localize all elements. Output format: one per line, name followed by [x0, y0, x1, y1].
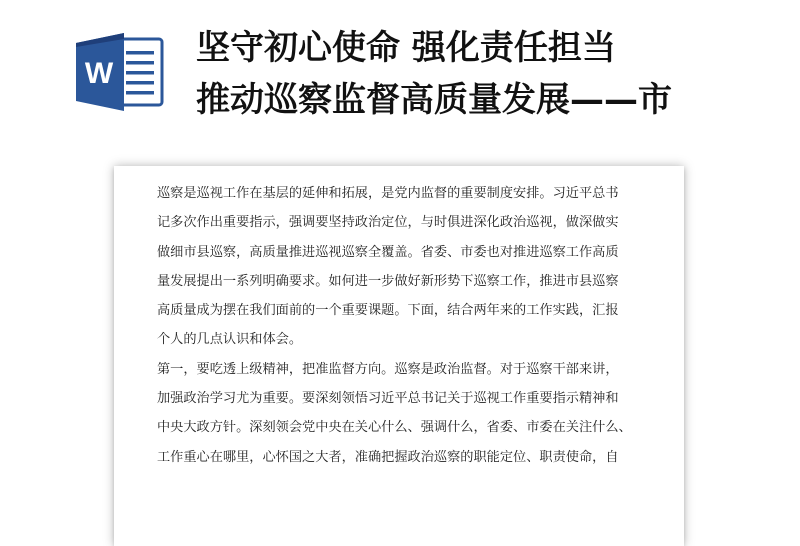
document-title	[196, 22, 796, 126]
body-line: 中央大政方针。深刻领会党中央在关心什么、强调什么，省委、市委在关注什么、	[157, 420, 632, 436]
body-line: 第一，要吃透上级精神，把准监督方向。巡察是政治监督。对于巡察干部来讲，	[157, 361, 619, 377]
body-line: 工作重心在哪里，心怀国之大者，准确把握政治巡察的职能定位、职责使命，自	[157, 449, 619, 465]
body-line: 做细市县巡察，高质量推进巡视巡察全覆盖。省委、市委也对推进巡察工作高质	[157, 244, 619, 260]
title-line-1: 坚守初心使命 强化责任担当	[196, 28, 616, 68]
body-line: 巡察是巡视工作在基层的延伸和拓展，是党内监督的重要制度安排。习近平总书	[157, 186, 619, 201]
document-body	[157, 179, 647, 472]
word-document-icon	[76, 33, 164, 111]
body-line: 记多次作出重要指示，强调要坚持政治定位，与时俱进深化政治巡视，做深做实	[157, 215, 619, 231]
svg-text:W: W	[84, 57, 114, 90]
body-line: 个人的几点认识和体会。	[157, 332, 303, 348]
body-line: 高质量成为摆在我们面前的一个重要课题。下面，结合两年来的工作实践，汇报	[157, 303, 619, 319]
body-line: 加强政治学习尤为重要。要深刻领悟习近平总书记关于巡视工作重要指示精神和	[157, 391, 619, 407]
title-line-2: 推动巡察监督高质量发展——市	[196, 80, 672, 120]
body-line: 量发展提出一系列明确要求。如何进一步做好新形势下巡察工作，推进市县巡察	[157, 273, 619, 289]
